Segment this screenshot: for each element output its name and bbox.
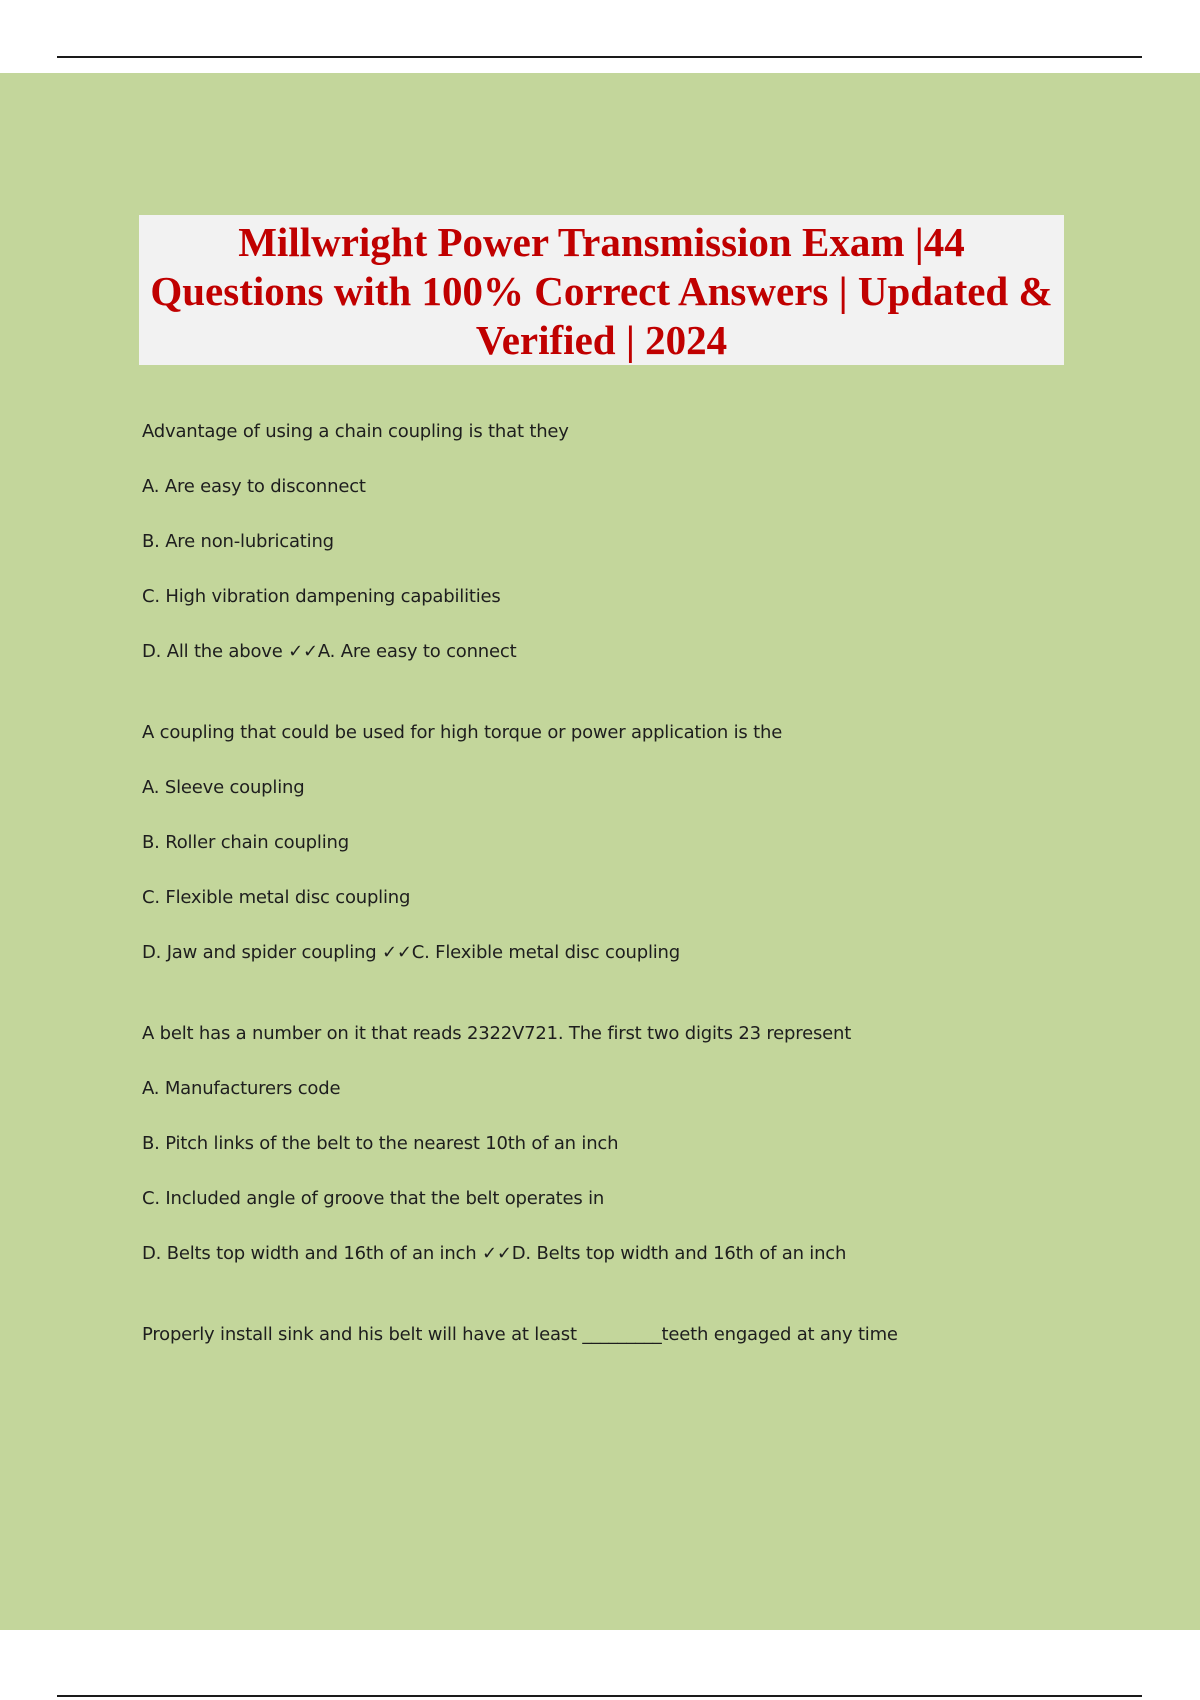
answer-option-with-correct-answer: D. Jaw and spider coupling ✓✓C. Flexible metal disc coupling bbox=[142, 942, 680, 963]
question-block bbox=[142, 1022, 1142, 1266]
answer-option: A. Sleeve coupling bbox=[142, 777, 305, 798]
top-rule bbox=[57, 56, 1142, 58]
question-prompt: A belt has a number on it that reads 2322V721. The first two digits 23 represent bbox=[142, 1023, 852, 1044]
answer-option-with-correct-answer: D. All the above ✓✓A. Are easy to connect bbox=[142, 641, 517, 662]
question-prompt: Properly install sink and his belt will have at least _________teeth engaged at any time bbox=[142, 1324, 898, 1345]
bottom-rule bbox=[57, 1695, 1142, 1697]
answer-option: B. Pitch links of the belt to the nearest 10th of an inch bbox=[142, 1133, 619, 1154]
questions-list bbox=[142, 420, 1142, 1404]
answer-option-with-correct-answer: D. Belts top width and 16th of an inch ✓✓D. Belts top width and 16th of an inch bbox=[142, 1243, 847, 1264]
document-title: Millwright Power Transmission Exam |44 Questions with 100% Correct Answers | Updated & Verified | 2024 bbox=[150, 219, 1053, 363]
question-block bbox=[142, 420, 1142, 664]
title-box bbox=[139, 215, 1064, 365]
answer-option: C. Flexible metal disc coupling bbox=[142, 887, 411, 908]
answer-option: B. Are non-lubricating bbox=[142, 531, 334, 552]
question-block bbox=[142, 1323, 1142, 1347]
answer-option: B. Roller chain coupling bbox=[142, 832, 349, 853]
answer-option: A. Manufacturers code bbox=[142, 1078, 341, 1099]
answer-option: C. High vibration dampening capabilities bbox=[142, 586, 501, 607]
question-block bbox=[142, 721, 1142, 965]
question-prompt: Advantage of using a chain coupling is that they bbox=[142, 421, 569, 442]
question-prompt: A coupling that could be used for high torque or power application is the bbox=[142, 722, 783, 743]
answer-option: A. Are easy to disconnect bbox=[142, 476, 366, 497]
answer-option: C. Included angle of groove that the belt operates in bbox=[142, 1188, 605, 1209]
